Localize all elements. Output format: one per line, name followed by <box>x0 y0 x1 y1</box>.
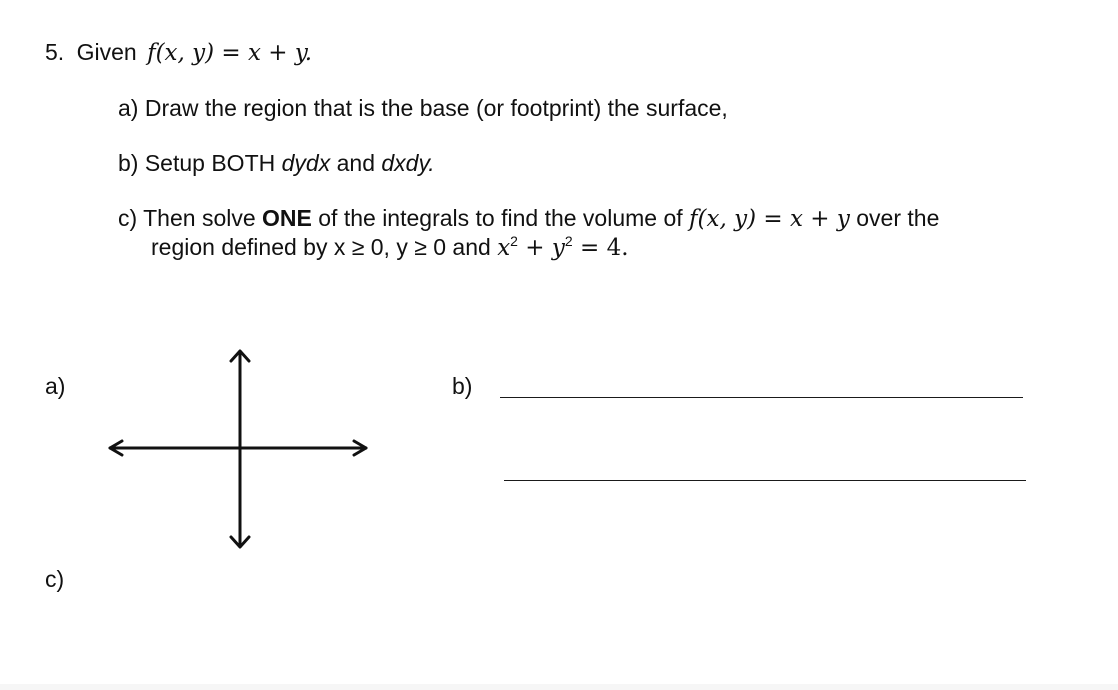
part-b-instruction <box>118 149 435 177</box>
answer-label-a: a) <box>45 373 66 399</box>
part-a-instruction: a) Draw the region that is the base (or footprint) the surface, <box>118 95 728 121</box>
part-c-region-text: region defined by x ≥ 0, y ≥ 0 and <box>151 234 498 260</box>
answer-line-dxdy[interactable] <box>504 480 1026 481</box>
part-c-instruction-line1 <box>118 204 939 233</box>
part-c-exp-x: 2 <box>510 233 518 249</box>
part-c-eq-y: y <box>551 235 565 261</box>
part-b-prefix: b) Setup BOTH <box>118 150 282 176</box>
part-c-eq-end: = 4. <box>572 235 629 261</box>
part-c-middle: of the integrals to find the volume of <box>311 205 690 231</box>
answer-line-dydx[interactable] <box>500 397 1023 398</box>
answer-label-b: b) <box>452 373 473 399</box>
part-c-eq-x: x <box>497 235 511 261</box>
function-definition: f(x, y) = x + y. <box>147 40 313 66</box>
part-b-and: and <box>330 150 382 176</box>
problem-number: 5. <box>45 39 65 65</box>
part-c-instruction-line2 <box>151 233 629 262</box>
page-bottom-edge <box>0 684 1118 690</box>
part-b-dxdy: dxdy. <box>381 150 435 176</box>
part-c-function: f(x, y) = x + y <box>689 206 850 232</box>
part-c-prefix: c) Then solve <box>118 205 263 231</box>
part-b-dydx: dydx <box>281 150 331 176</box>
problem-statement <box>45 38 312 67</box>
answer-label-c: c) <box>45 566 65 592</box>
part-c-bold-one: ONE <box>262 205 312 231</box>
coordinate-axes <box>100 340 380 555</box>
part-c-eq-plus: + <box>517 235 552 261</box>
part-c-exp-y: 2 <box>564 233 573 249</box>
part-c-suffix: over the <box>849 205 940 231</box>
given-label: Given <box>76 39 137 65</box>
